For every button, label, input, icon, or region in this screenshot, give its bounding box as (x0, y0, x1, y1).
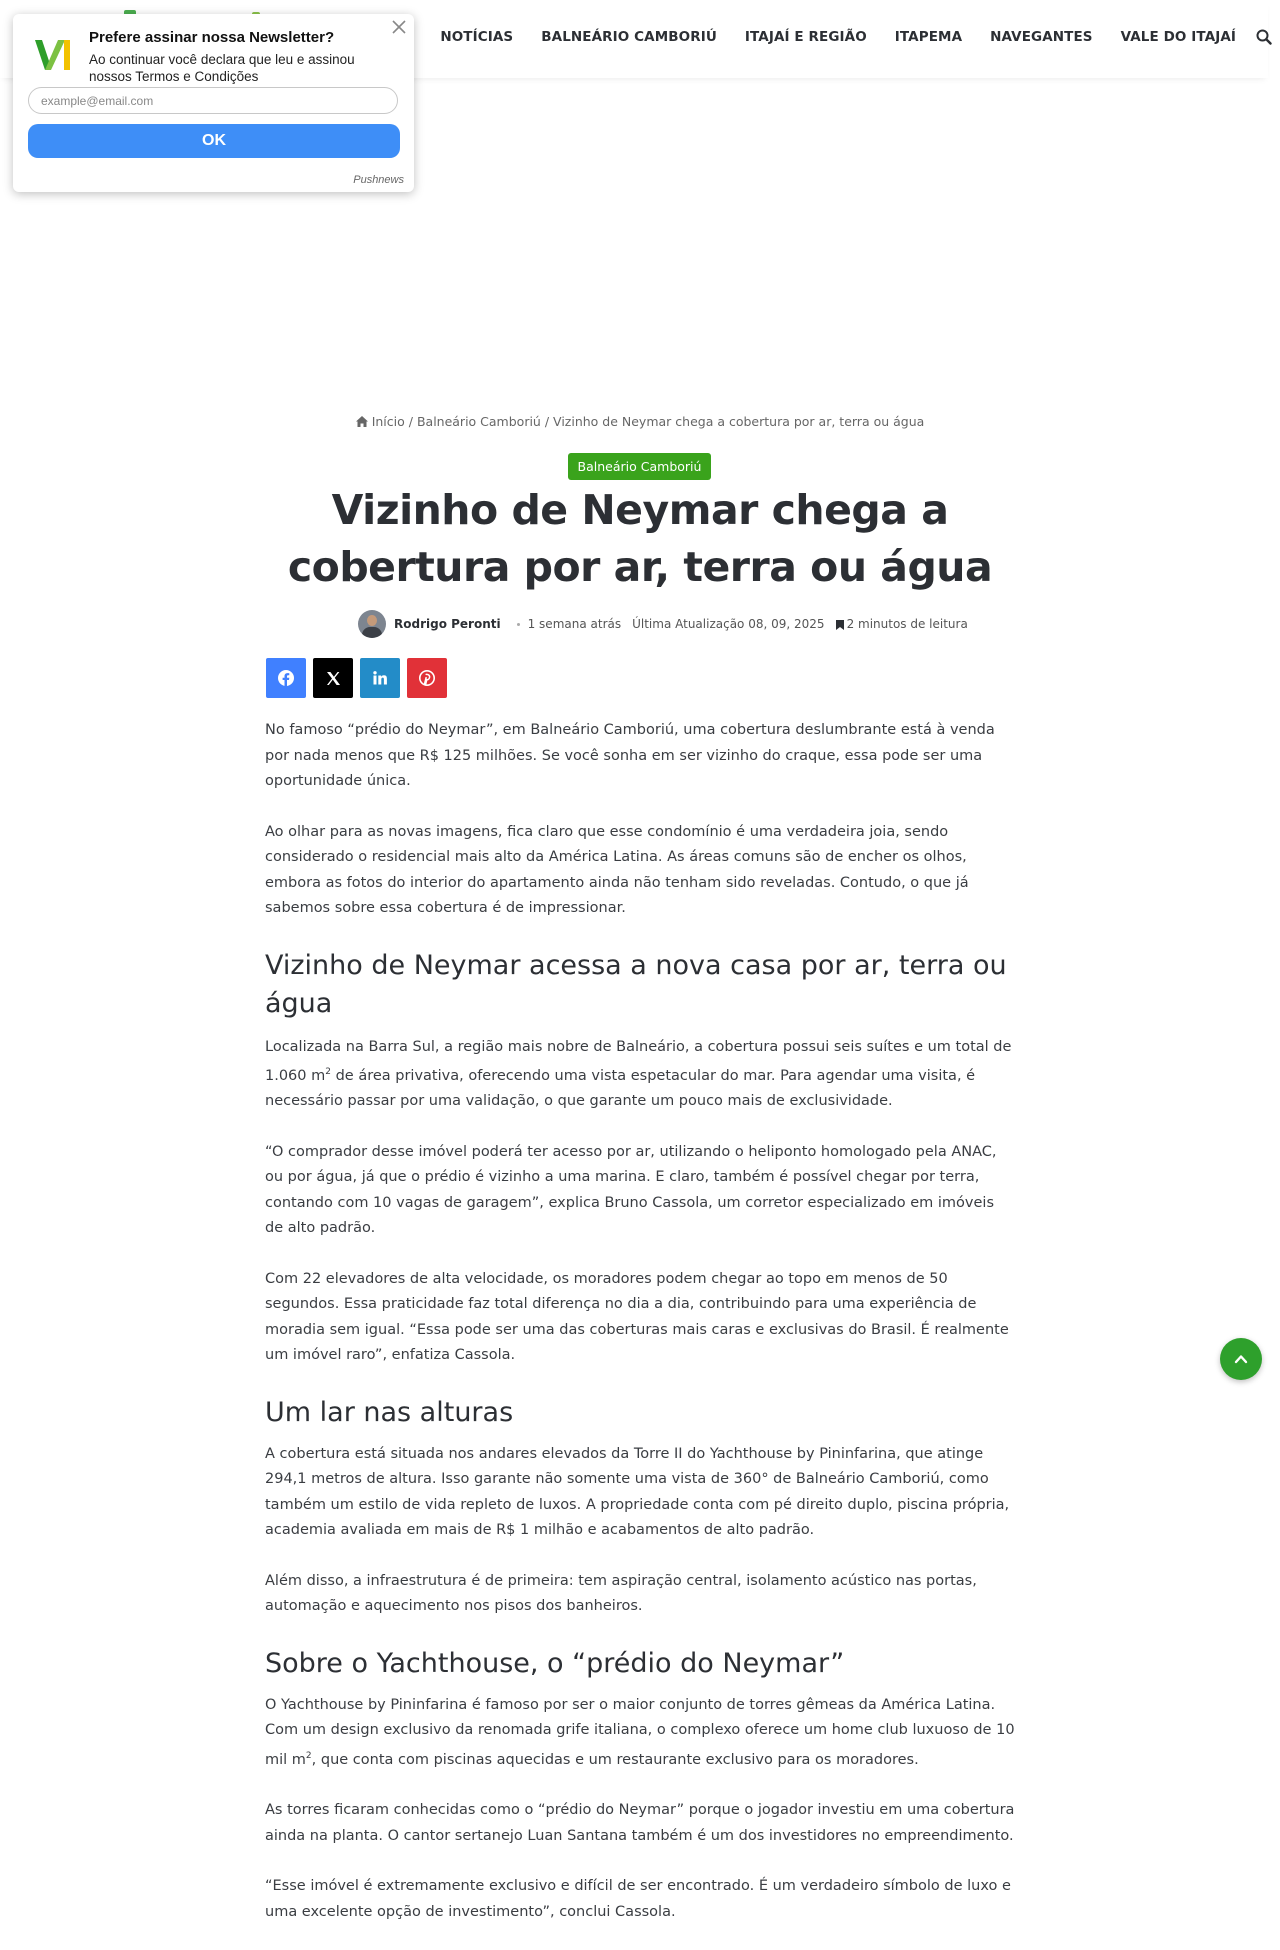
vi-logo-icon (33, 34, 75, 76)
meta-separator (517, 623, 520, 626)
category-badge[interactable]: Balneário Camboriú (568, 453, 711, 480)
nav-item-itajai-regiao[interactable]: ITAJAÍ E REGIÃO (744, 29, 867, 45)
back-to-top-button[interactable] (1220, 1338, 1262, 1380)
bookmark-icon (836, 619, 844, 629)
facebook-icon (278, 670, 294, 686)
linkedin-icon (373, 671, 387, 685)
nav-item-navegantes[interactable]: NAVEGANTES (990, 29, 1093, 45)
pinterest-share-button[interactable] (407, 658, 447, 698)
popup-title: Prefere assinar nossa Newsletter? (89, 29, 335, 46)
post-meta (358, 610, 979, 638)
article-content (265, 718, 1015, 1950)
paragraph: A cobertura está situada nos andares elevados da Torre II do Yachthouse by Pininfarina, que atinge 294,1 metros de altura. Isso garante não somente uma vista de 360° de Balneário Camboriú, como também um estilo de vida repleto de luxos. A propriedade conta com pé direito duplo, piscina própria, academia avaliada em mais de R$ 1 milhão e acabamentos de alto padrão. (265, 1445, 1010, 1539)
paragraph: “Esse imóvel é extremamente exclusivo e difícil de ser encontrado. É um verdadeiro símbolo de luxo e uma excelente opção de investimento”, conclui Cassola. (265, 1878, 1011, 1920)
share-buttons (266, 658, 454, 698)
page-title: Vizinho de Neymar chega a cobertura por ar, terra ou água (287, 486, 993, 591)
close-icon[interactable] (388, 16, 410, 38)
pinterest-icon (419, 670, 435, 686)
updated-date: Última Atualização 08, 09, 2025 (632, 617, 825, 631)
paragraph: No famoso “prédio do Neymar”, em Balneário Camboriú, uma cobertura deslumbrante está à venda por nada menos que R$ 125 milhões. Se você sonha em ser vizinho do craque, essa pode ser uma oportunidade única. (265, 722, 995, 789)
paragraph: “O comprador desse imóvel poderá ter acesso por ar, utilizando o heliponto homologado pela ANAC, ou por água, já que o prédio é vizinho a uma marina. E claro, também é possível chegar por terra, contando com 10 vagas de garagem”, explica Bruno Cassola, um corretor especializado em imóveis de alto padrão. (265, 1143, 997, 1237)
paragraph: Localizada na Barra Sul, a região mais nobre de Balneário, a cobertura possui seis suítes e um total de 1.060 $m^2$ de área privativa, oferecendo uma vista espetacular do mar. Para agendar uma visita, é necessário passar por uma validação, o que garante um pouco mais de exclusividade. (265, 1038, 1012, 1110)
paragraph: As torres ficaram conhecidas como o “prédio do Neymar” porque o jogador investiu em uma cobertura ainda na planta. O cantor sertanejo Luan Santana também é um dos investidores no empreendimento. (265, 1802, 1015, 1844)
breadcrumb (0, 414, 1280, 429)
paragraph: Ao olhar para as novas imagens, fica claro que esse condomínio é uma verdadeira joia, sendo considerado o residencial mais alto da América Latina. As áreas comuns são de encher os olhos, embora as fotos do interior do apartamento ainda não tenham sido reveladas. Contudo, o que já sabemos sobre essa cobertura é de impressionar. (265, 823, 969, 916)
search-icon[interactable] (1256, 29, 1272, 45)
breadcrumb-separator: / (544, 414, 550, 429)
author-name[interactable]: Rodrigo Peronti (394, 617, 501, 631)
nav-item-vale-do-itajai[interactable]: VALE DO ITAJAÍ (1120, 29, 1237, 45)
breadcrumb-category[interactable]: Balneário Camboriú (416, 414, 541, 429)
facebook-share-button[interactable] (266, 658, 306, 698)
avatar[interactable] (358, 610, 386, 638)
nav-item-balneario-camboriu[interactable]: BALNEÁRIO CAMBORIÚ (541, 29, 717, 45)
pushnews-brand: Pushnews (353, 174, 404, 186)
published-date: 1 semana atrás (527, 617, 622, 631)
x-share-button[interactable] (313, 658, 353, 698)
breadcrumb-current: Vizinho de Neymar chega a cobertura por ar, terra ou água (553, 414, 925, 429)
reading-time: 2 minutos de leitura (846, 617, 968, 631)
x-icon (326, 671, 341, 686)
breadcrumb-home[interactable]: Início (371, 414, 405, 429)
chevron-up-icon (1233, 1351, 1249, 1367)
nav-item-itapema[interactable]: ITAPEMA (894, 29, 963, 45)
linkedin-share-button[interactable] (360, 658, 400, 698)
ok-button[interactable]: OK (28, 124, 400, 158)
section-heading: Um lar nas alturas (265, 1396, 514, 1428)
home-icon (356, 415, 368, 426)
newsletter-popup (13, 14, 414, 192)
nav-item-noticias[interactable]: NOTÍCIAS (440, 29, 514, 45)
email-field[interactable] (28, 87, 398, 114)
section-heading: Vizinho de Neymar acessa a nova casa por ar, terra ou água (265, 949, 1007, 1019)
paragraph: O Yachthouse by Pininfarina é famoso por ser o maior conjunto de torres gêmeas da América Latina. Com um design exclusivo da renomada grife italiana, o complexo oferece um home club luxuoso de 10 mil $m^2$, que conta com piscinas aquecidas e um restaurante exclusivo para os moradores. (265, 1696, 1015, 1768)
paragraph: Além disso, a infraestrutura é de primeira: tem aspiração central, isolamento acústico nas portas, automação e aquecimento nos pisos dos banheiros. (265, 1572, 977, 1615)
breadcrumb-separator: / (408, 414, 413, 429)
main-nav (403, 29, 1272, 45)
section-heading: Sobre o Yachthouse, o “prédio do Neymar” (265, 1647, 845, 1679)
popup-description: Ao continuar você declara que leu e assinou nossos Termos e Condições (89, 52, 355, 84)
paragraph: Com 22 elevadores de alta velocidade, os moradores podem chegar ao topo em menos de 50 segundos. Essa praticidade faz total diferença no dia a dia, contribuindo para uma experiência de moradia sem igual. “Essa pode ser uma das coberturas mais caras e exclusivas do Brasil. É realmente um imóvel raro”, enfatiza Cassola. (265, 1270, 1009, 1364)
